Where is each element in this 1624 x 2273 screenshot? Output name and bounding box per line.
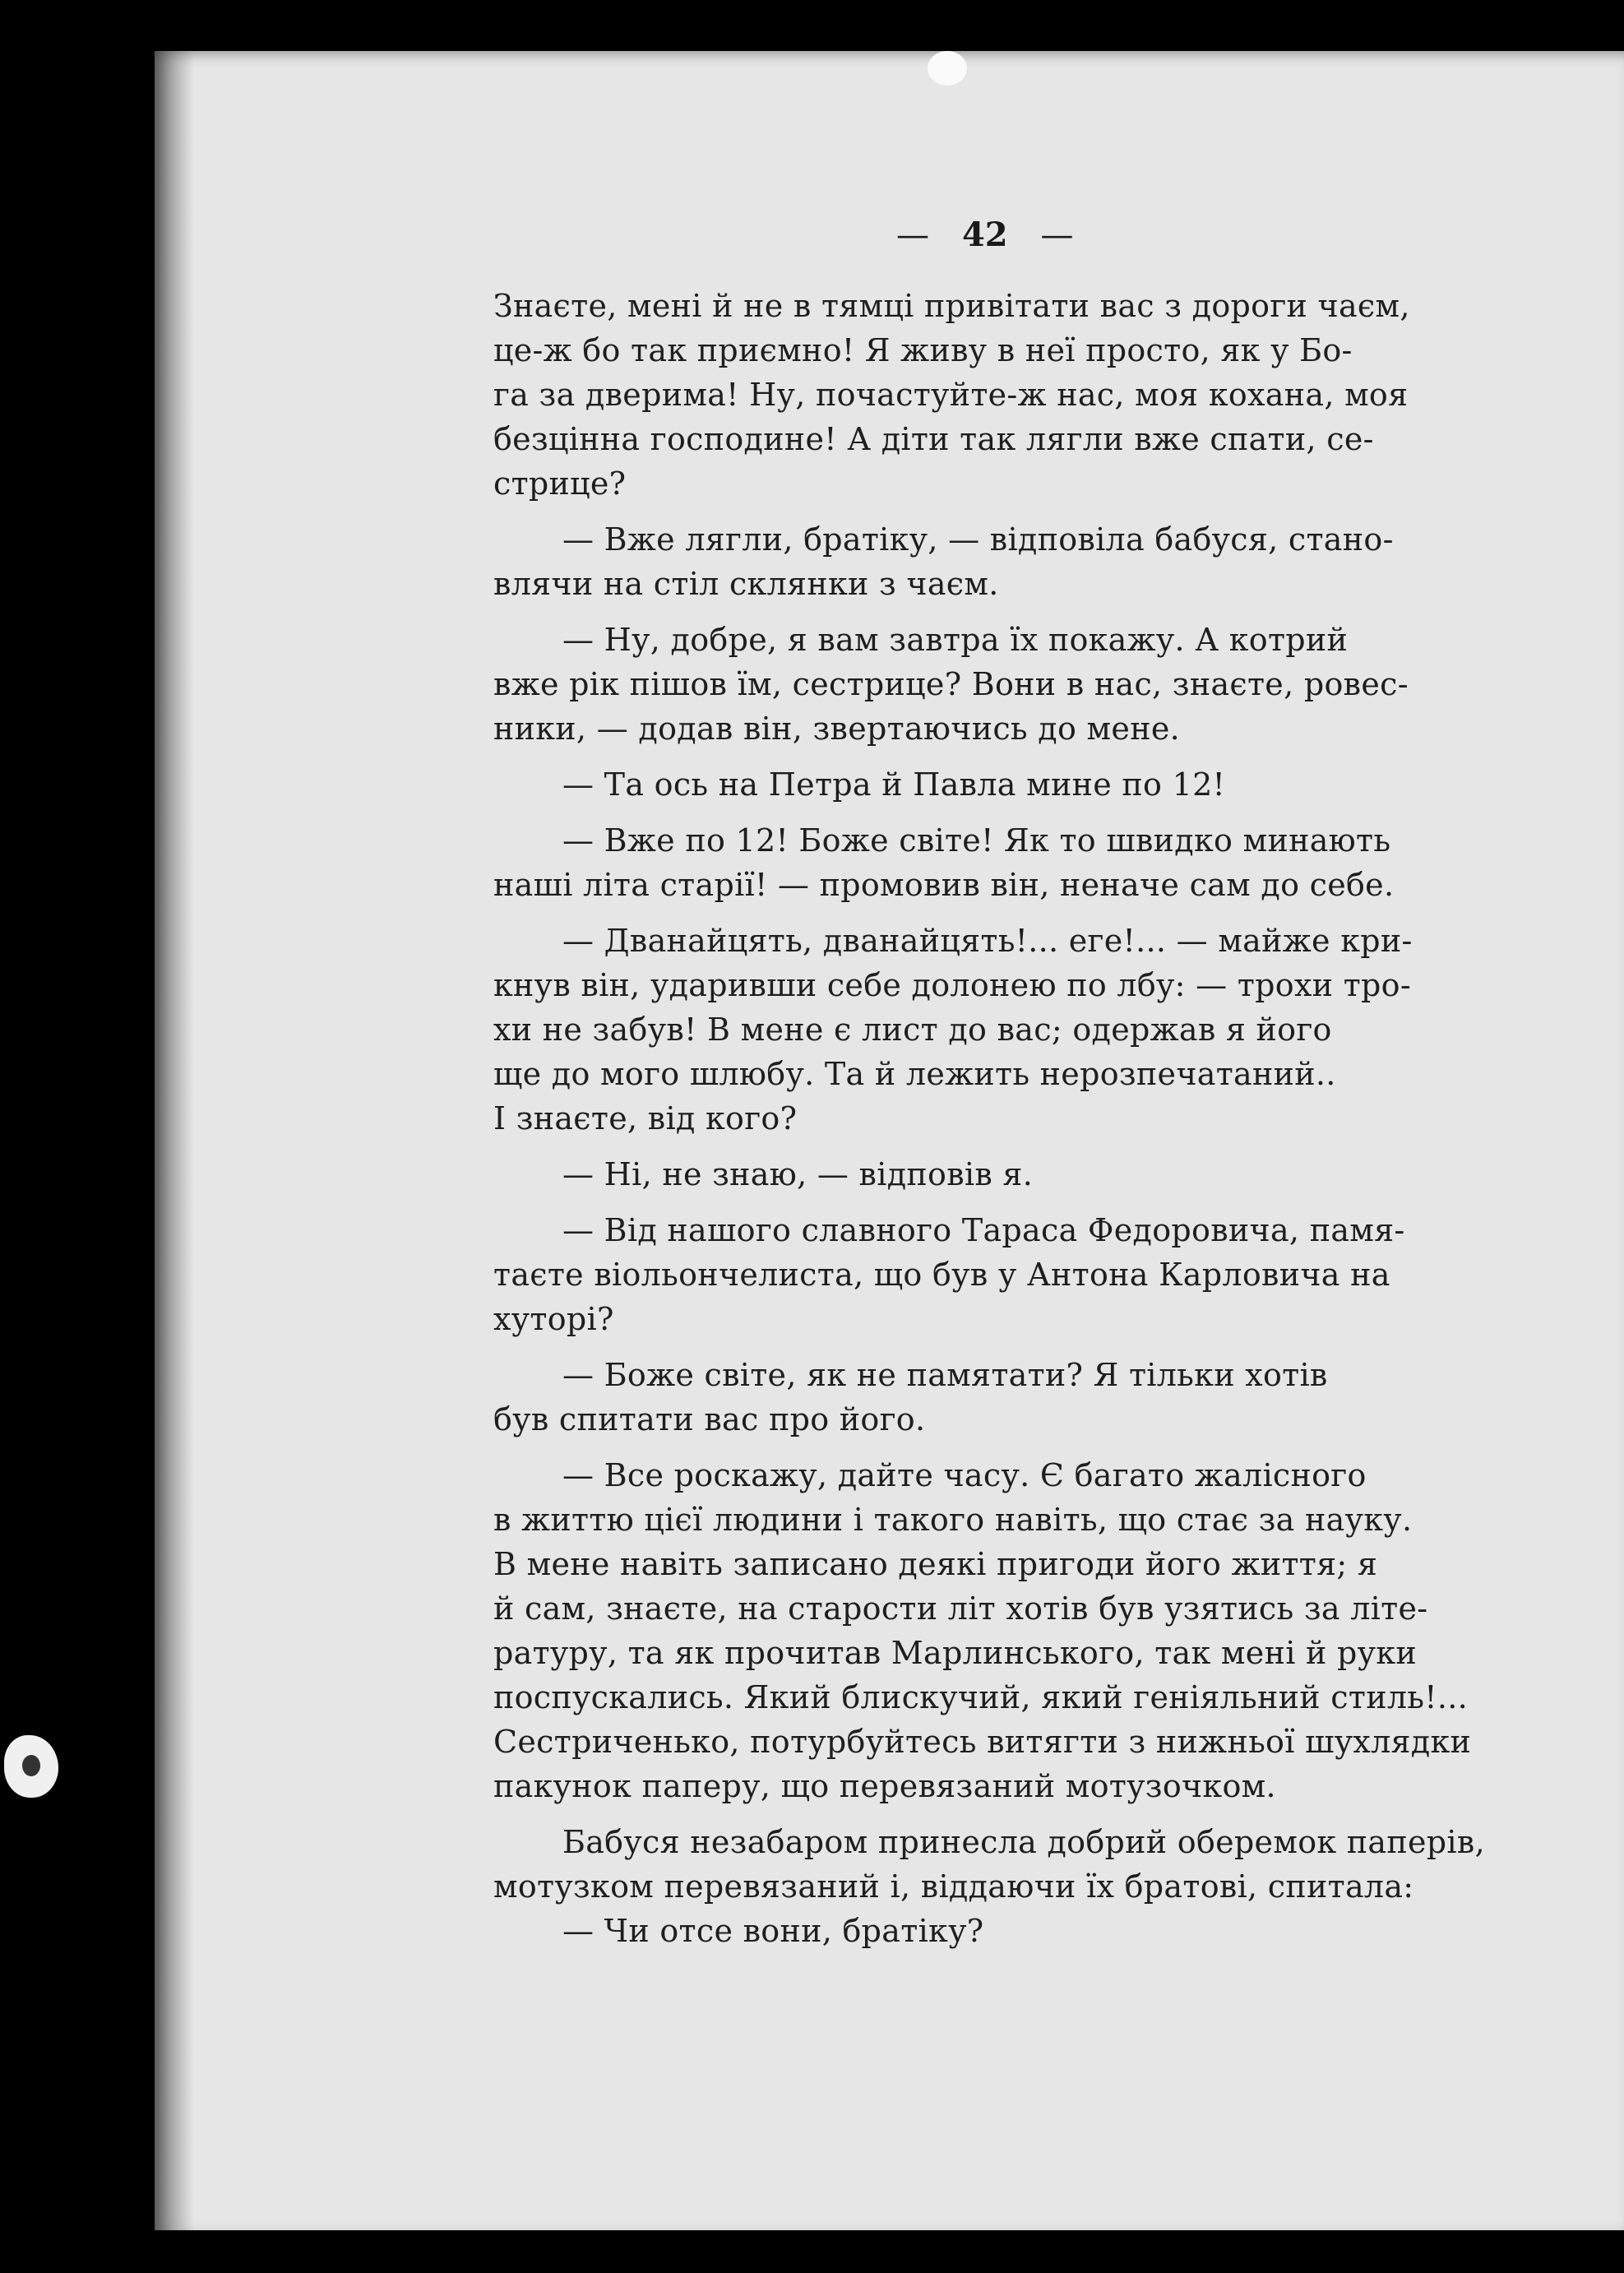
text-line: — Від нашого славного Тараса Федоровича, памя- xyxy=(562,1212,1405,1248)
page-number: 42 xyxy=(961,215,1008,254)
page-spine-shadow xyxy=(155,51,194,2230)
text-line: — Ні, не знаю, — відповів я. xyxy=(562,1156,1034,1192)
text-line: безцінна господине! А діти так лягли вже спати, се- xyxy=(493,421,1374,457)
page-header xyxy=(896,215,1074,254)
text-line: мотузком перевязаний і, віддаючи їх братові, спитала: xyxy=(493,1868,1414,1905)
text-line: І знаєте, від кого? xyxy=(493,1100,798,1136)
text-line: поспускались. Який блискучий, який геніяльний стиль!... xyxy=(493,1679,1468,1715)
text-line: ратуру, та як прочитав Марлинського, так мені й руки xyxy=(493,1635,1417,1671)
text-line: наші літа старії! — промовив він, неначе сам до себе. xyxy=(493,867,1395,903)
text-line: стрице? xyxy=(493,465,627,502)
text-line: Сестриченько, потурбуйтесь витягти з нижньої шухлядки xyxy=(493,1724,1472,1760)
text-line: — Вже по 12! Боже світе! Як то швидко минають xyxy=(562,822,1391,859)
text-line: хуторі? xyxy=(493,1301,614,1337)
text-line: й сам, знаєте, на старости літ хотів був узятись за літе- xyxy=(493,1590,1428,1627)
header-dash-right: — xyxy=(1040,216,1074,254)
text-line: Знаєте, мені й не в тямці привітати вас з дороги чаєм, xyxy=(493,288,1410,324)
text-line: — Вже лягли, братіку, — відповіла бабуся, стано- xyxy=(562,521,1394,558)
text-line: це-ж бо так приємно! Я живу в неї просто, як у Бо- xyxy=(493,332,1353,368)
text-line: таєте віольончелиста, що був у Антона Карловича на xyxy=(493,1257,1390,1293)
text-line: кнув він, ударивши себе долонею по лбу: — трохи тро- xyxy=(493,967,1411,1003)
page-body-text xyxy=(493,284,1488,1953)
text-line: ще до мого шлюбу. Та й лежить нерозпечатаний.. xyxy=(493,1056,1336,1092)
paper-tear-mark xyxy=(928,51,967,86)
text-line: Бабуся незабаром принесла добрий оберемок паперів, xyxy=(562,1824,1485,1860)
text-line: хи не забув! В мене є лист до вас; одержав я його xyxy=(493,1012,1332,1048)
text-line: — Дванайцять, дванайцять!... еге!... — майже кри- xyxy=(562,923,1413,959)
text-line: — Боже світе, як не памятати? Я тільки хотів xyxy=(562,1357,1328,1393)
text-line: ники, — додав він, звертаючись до мене. xyxy=(493,711,1180,747)
text-line: — Все роскажу, дайте часу. Є багато жалісного xyxy=(562,1457,1367,1493)
text-line: В мене навіть записано деякі пригоди його життя; я xyxy=(493,1546,1378,1582)
text-line: га за дверима! Ну, почастуйте-ж нас, моя кохана, моя xyxy=(493,377,1409,413)
text-line: — Ну, добре, я вам завтра їх покажу. А котрий xyxy=(562,622,1349,658)
margin-ink-blot xyxy=(4,1735,58,1798)
text-line: в життю цієї людини і такого навіть, що стає за науку. xyxy=(493,1502,1413,1538)
text-line: був спитати вас про його. xyxy=(493,1401,926,1437)
text-line: влячи на стіл склянки з чаєм. xyxy=(493,566,999,602)
text-line: вже рік пішов їм, сестрице? Вони в нас, знаєте, ровес- xyxy=(493,666,1409,702)
header-dash-left: — xyxy=(896,216,929,254)
text-line: — Чи отсе вони, братіку? xyxy=(562,1913,984,1949)
text-line: — Та ось на Петра й Павла мине по 12! xyxy=(562,766,1226,803)
text-line: пакунок паперу, що перевязаний мотузочком. xyxy=(493,1768,1276,1804)
